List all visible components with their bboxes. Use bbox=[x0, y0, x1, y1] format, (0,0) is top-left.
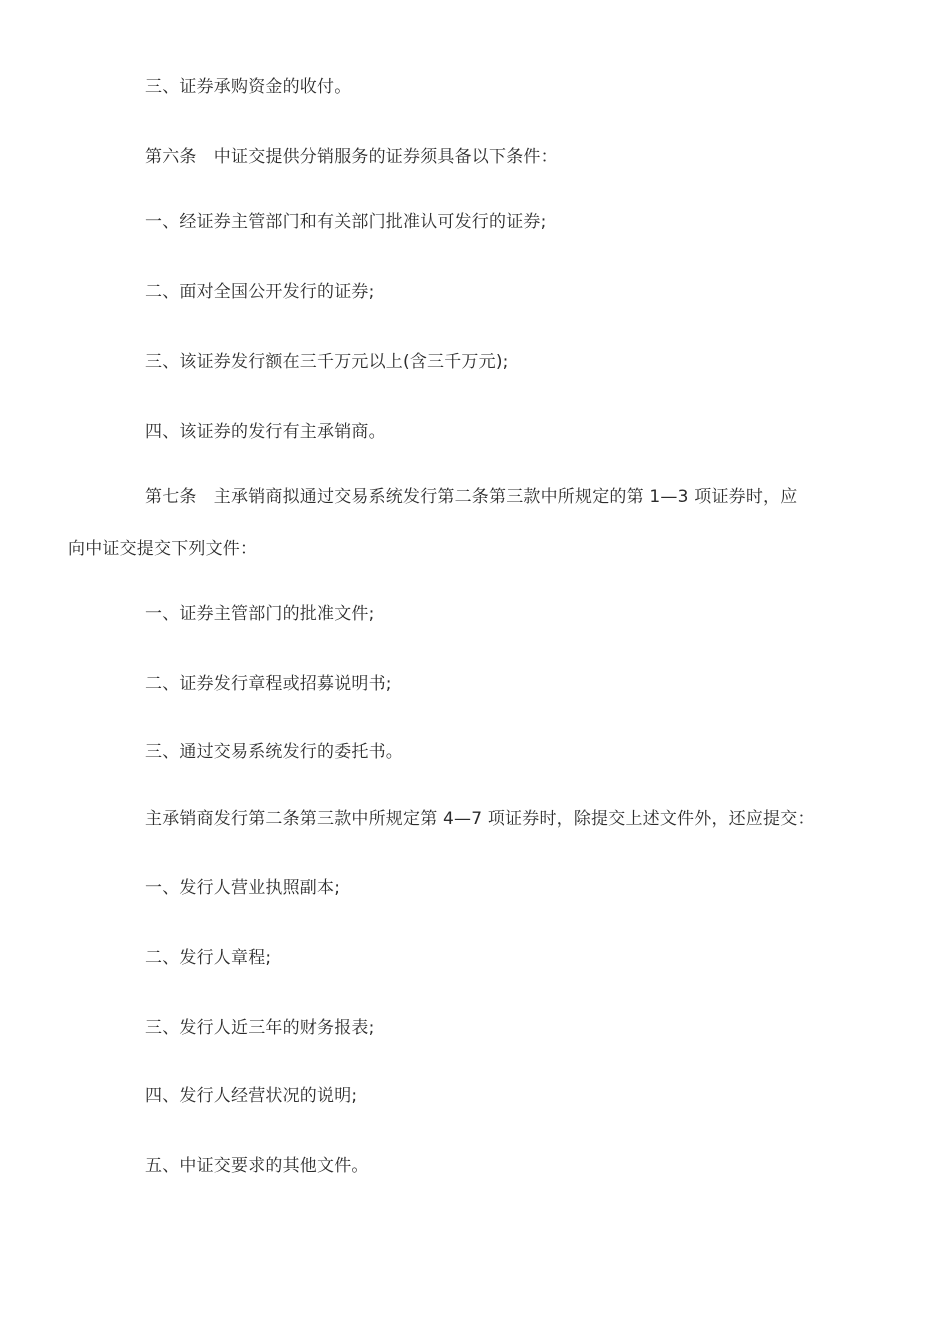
paragraph-article5-item3: 三、证券承购资金的收付。 bbox=[145, 77, 352, 97]
paragraph-article6-item2: 二、面对全国公开发行的证券; bbox=[145, 282, 375, 302]
paragraph-additional-item4: 四、发行人经营状况的说明; bbox=[145, 1086, 358, 1106]
paragraph-article6-item3: 三、该证券发行额在三千万元以上(含三千万元); bbox=[145, 352, 509, 372]
paragraph-additional-item3: 三、发行人近三年的财务报表; bbox=[145, 1018, 375, 1038]
paragraph-article7-additional: 主承销商发行第二条第三款中所规定第 4—7 项证券时，除提交上述文件外，还应提交： bbox=[145, 809, 815, 829]
paragraph-additional-item5: 五、中证交要求的其他文件。 bbox=[145, 1156, 369, 1176]
paragraph-article7-item1: 一、证券主管部门的批准文件; bbox=[145, 604, 375, 624]
paragraph-additional-item2: 二、发行人章程; bbox=[145, 948, 272, 968]
paragraph-article6-heading: 第六条 中证交提供分销服务的证券须具备以下条件： bbox=[145, 147, 558, 167]
paragraph-additional-item1: 一、发行人营业执照副本; bbox=[145, 878, 341, 898]
paragraph-article7-heading: 第七条 主承销商拟通过交易系统发行第二条第三款中所规定的第 1—3 项证券时，应 bbox=[145, 487, 798, 507]
paragraph-article7-heading-continued: 向中证交提交下列文件： bbox=[68, 539, 258, 559]
paragraph-article7-item2: 二、证券发行章程或招募说明书; bbox=[145, 674, 392, 694]
paragraph-article6-item4: 四、该证券的发行有主承销商。 bbox=[145, 422, 386, 442]
paragraph-article6-item1: 一、经证券主管部门和有关部门批准认可发行的证券; bbox=[145, 212, 547, 232]
paragraph-article7-item3: 三、通过交易系统发行的委托书。 bbox=[145, 742, 403, 762]
